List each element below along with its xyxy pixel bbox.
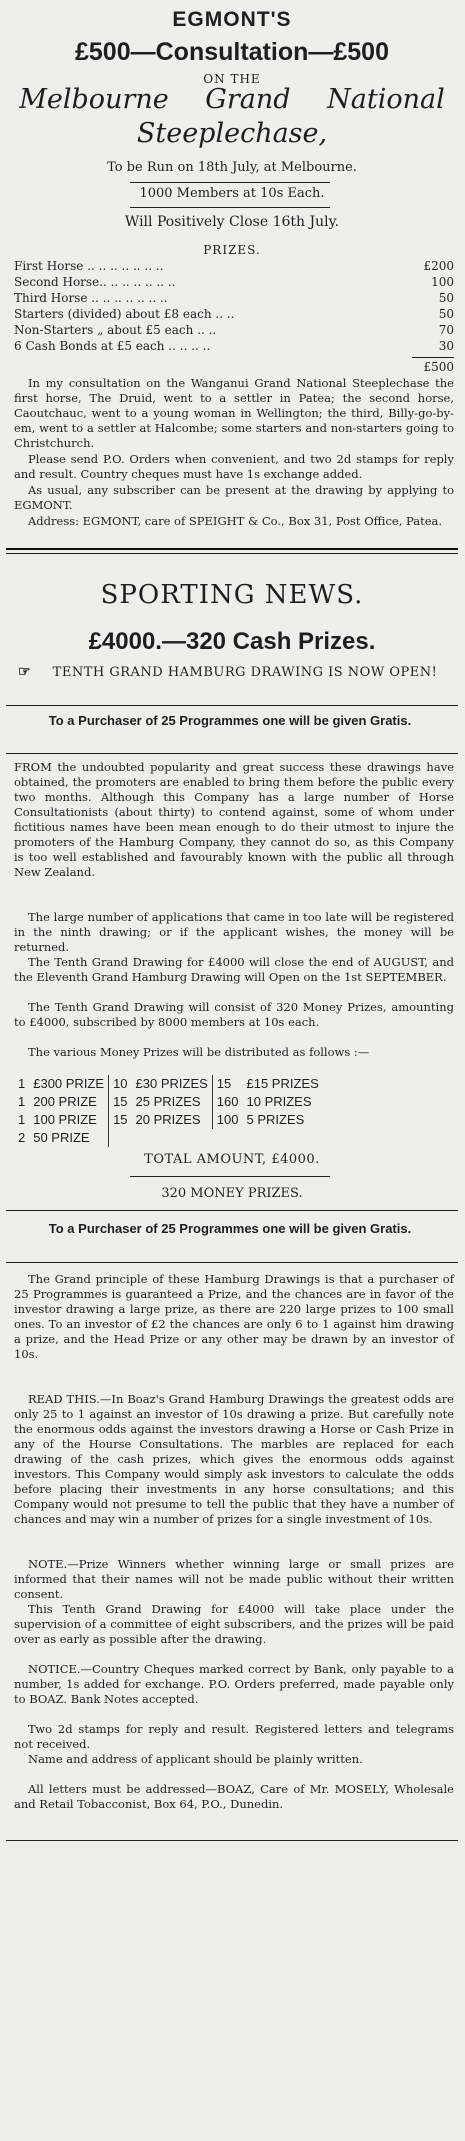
section-divider-thin	[6, 553, 458, 554]
sporting-rule-short	[130, 1176, 330, 1177]
table-row: 1 £300 PRIZE 10 £30 PRIZES 15 £15 PRIZES	[18, 1076, 319, 1091]
egmont-prizes-heading: PRIZES.	[203, 243, 261, 257]
page-bottom-rule	[6, 1840, 458, 1841]
egmont-close: Will Positively Close 16th July.	[124, 214, 340, 230]
sporting-rule-1	[6, 705, 458, 706]
egmont-members: 1000 Members at 10s Each.	[139, 186, 325, 201]
sporting-paragraph-supervision: This Tenth Grand Drawing for £4000 will take place under the supervision of a committee of eight subscribers, and the prizes will be paid over as early as possible after the drawing.	[14, 1602, 454, 1646]
egmont-rule-short	[130, 182, 330, 183]
prize-line: Second Horse.. .. .. .. .. .. .. 100	[14, 275, 454, 289]
prize-total-rule	[412, 357, 454, 358]
sporting-total-amount: TOTAL AMOUNT, £4000.	[144, 1152, 320, 1167]
sporting-purchaser-line: To a Purchaser of 25 Programmes one will be given Gratis.	[48, 713, 412, 728]
sporting-paragraph-address: All letters must be addressed—BOAZ, Care of Mr. MOSELY, Wholesale and Retail Tobacconist, Box 64, P.O., Dunedin.	[14, 1782, 454, 1811]
sporting-rule-4	[6, 1262, 458, 1263]
egmont-paragraph-drawing: As usual, any subscriber can be present at the drawing by applying to EGMONT.	[14, 483, 454, 512]
sporting-paragraph-late: The large number of applications that came in too late will be registered in the ninth drawing; or if the applicant wishes, the money will be returned.	[14, 910, 454, 954]
egmont-address: Address: EGMONT, care of SPEIGHT & Co., Box 31, Post Office, Patea.	[28, 514, 443, 528]
table-row: 1 100 PRIZE 15 20 PRIZES 100 5 PRIZES	[18, 1112, 305, 1127]
sporting-title: SPORTING NEWS.	[100, 580, 364, 610]
egmont-headline: £500—Consultation—£500	[75, 38, 389, 66]
sporting-paragraph-consist: The Tenth Grand Drawing will consist of 320 Money Prizes, amounting to £4000, subscribed by 8000 members at 10s each.	[14, 1000, 454, 1029]
section-divider	[6, 548, 458, 550]
sporting-rule-2	[6, 753, 458, 754]
sporting-paragraph-read-this: READ THIS.—In Boaz's Grand Hamburg Drawings the greatest odds are only 25 to 1 against an investor of 10s drawing a prize. But carefully note the enormous odds against the investors drawing a Horse or Cash Prize in any of the Hourse Consultations. The marbles are replaced for each drawing of the cash prizes, which gives the enormous odds against investors. This Company would simply ask investors to calculate the odds before placing their investments in any horse consultations; and this Company would not presume to tell the public that they have a number of chances and may win a number of prizes for a single investment of 10s.	[14, 1392, 454, 1526]
sporting-paragraph-stamps: Two 2d stamps for reply and result. Registered letters and telegrams not received.	[14, 1722, 454, 1751]
sporting-subhead: TENTH GRAND HAMBURG DRAWING IS NOW OPEN!	[52, 665, 438, 680]
prize-line: Third Horse .. .. .. .. .. .. .. 50	[14, 291, 454, 305]
egmont-rule-short-2	[130, 207, 330, 208]
egmont-on-the: ON THE	[203, 72, 261, 86]
sporting-paragraph-notice: NOTICE.—Country Cheques marked correct by Bank, only payable to a number, 1s added for exchange. P.O. Orders preferred, made payable only to BOAZ. Bank Notes accepted.	[14, 1662, 454, 1706]
sporting-money-prizes: 320 MONEY PRIZES.	[161, 1186, 303, 1201]
sporting-purchaser-line-2: To a Purchaser of 25 Programmes one will be given Gratis.	[48, 1221, 412, 1236]
prize-distribution-table	[14, 1075, 323, 1147]
egmont-title: EGMONT'S	[172, 8, 292, 31]
sporting-paragraph-distribute: The various Money Prizes will be distributed as follows :—	[28, 1045, 370, 1059]
prize-line: First Horse .. .. .. .. .. .. .. £200	[14, 259, 454, 273]
sporting-rule-3	[6, 1210, 458, 1211]
egmont-race-name-line1: Melbourne Grand National	[19, 84, 445, 115]
sporting-paragraph-intro: FROM the undoubted popularity and great success these drawings have obtained, the promoters are enabled to bring them before the public every two months. Although this Company has a large number of Horse Consultationists (about thirty) to contend against, some of whom under fictitious names have been mean enough to do their utmost to injure the promoters of the Hamburg Company, they cannot do so, as this Company is too well established and favourably known with the public all through New Zealand.	[14, 760, 454, 879]
sporting-paragraph-close: The Tenth Grand Drawing for £4000 will close the end of AUGUST, and the Eleventh Grand Hamburg Drawing will Open on the 1st SEPTEMBER.	[14, 955, 454, 984]
egmont-paragraph-orders: Please send P.O. Orders when convenient, and two 2d stamps for reply and result. Country cheques must have 1s exchange added.	[14, 452, 454, 481]
table-row: 1 200 PRIZE 15 25 PRIZES 160 10 PRIZES	[18, 1094, 312, 1109]
table-row: 2 50 PRIZE	[14, 1129, 323, 1147]
egmont-paragraph-results: In my consultation on the Wanganui Grand National Steeplechase the first horse, The Druid, went to a settler in Patea; the second horse, Caoutchauc, went to a young woman in Wellington; the third, Billy-go-by-em, went to a settler at Halcombe; some starters and non-starters going to Christchurch.	[14, 376, 454, 450]
sporting-paragraph-note: NOTE.—Prize Winners whether winning large or small prizes are informed that their names will not be made public without their written consent.	[14, 1557, 454, 1601]
prize-line: 6 Cash Bonds at £5 each .. .. .. .. 30	[14, 339, 454, 353]
pointing-hand-icon: ☞	[18, 664, 31, 680]
sporting-paragraph-name: Name and address of applicant should be plainly written.	[28, 1752, 363, 1766]
prize-line: Starters (divided) about £8 each .. .. 50	[14, 307, 454, 321]
egmont-prize-list	[14, 258, 454, 354]
sporting-paragraph-principle: The Grand principle of these Hamburg Drawings is that a purchaser of 25 Programmes is guaranteed a Prize, and the chances are in favor of the investor drawing a large prize, as there are 220 large prizes to 100 small ones. To an investor of £2 the chances are only 6 to 1 against him drawing a prize, and the Head Prize or any other may be drawn by an investor of 10s.	[14, 1272, 454, 1361]
egmont-race-name-line2: Steeplechase,	[136, 118, 328, 149]
prize-line: Non-Starters „ about £5 each .. .. 70	[14, 323, 454, 337]
egmont-prize-total: £500	[423, 360, 454, 374]
sporting-headline: £4000.—320 Cash Prizes.	[88, 628, 376, 655]
egmont-run-date: To be Run on 18th July, at Melbourne.	[107, 160, 357, 175]
